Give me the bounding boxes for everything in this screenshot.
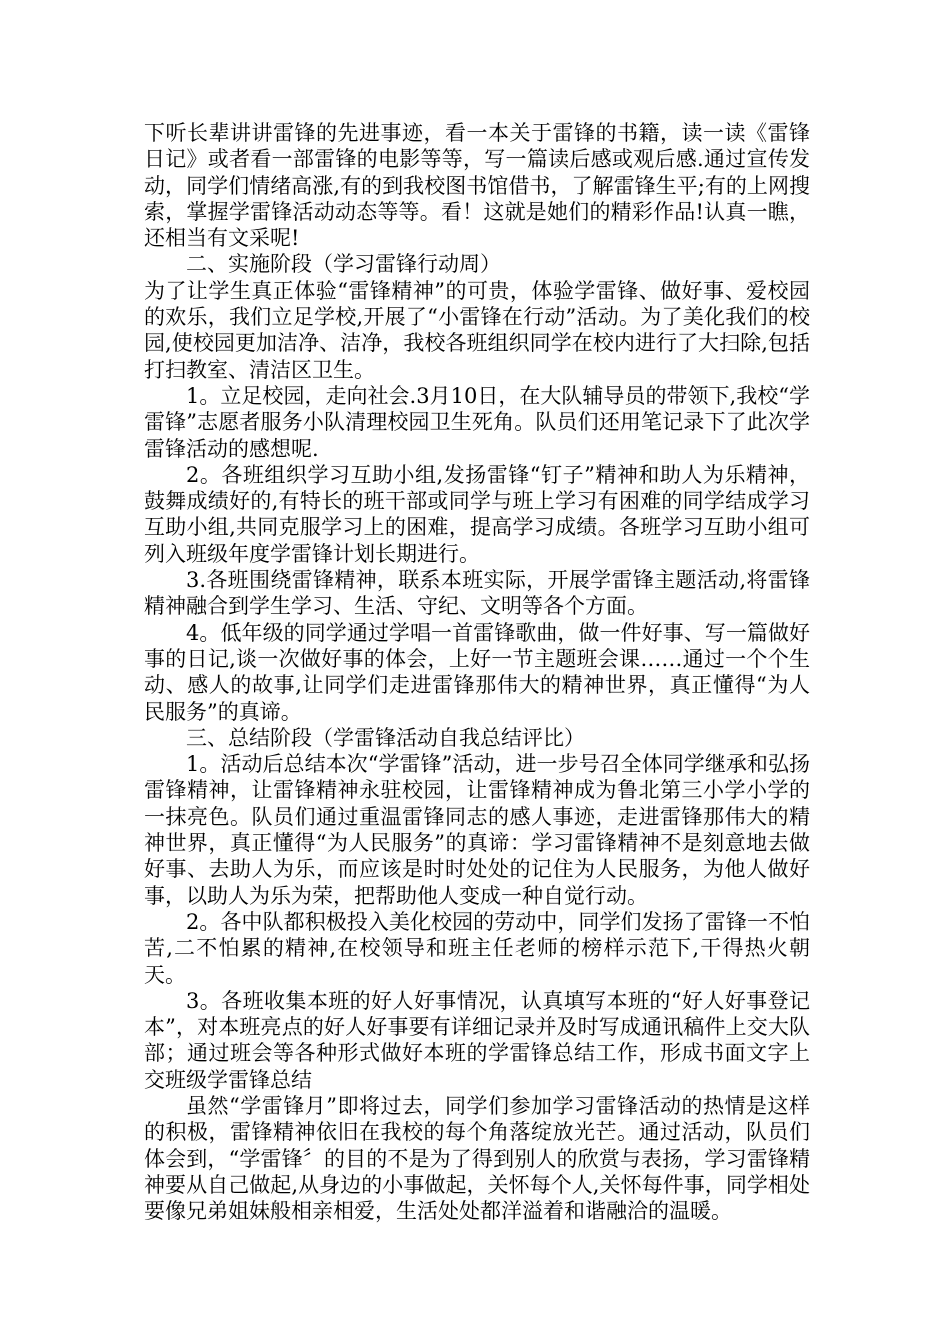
section-heading-implementation: 二、实施阶段（学习雷锋行动周） [186,252,501,277]
paragraph-implementation-item-2: 2。各班组织学习互助小组,发扬雷锋“钉子”精神和助人为乐精神，鼓舞成绩好的,有特长的班干部或同学与班上学习有困难的同学结成学习互助小组,共同克服学习上的困难，提高学习成绩。各班学习互助小组可列入班级年度学雷锋计划长期进行。 [144,462,810,566]
paragraph-implementation-item-1: 1。立足校园，走向社会.3月10日，在大队辅导员的带领下,我校“学雷锋”志愿者服务小队清理校园卫生死角。队员们还用笔记录下了此次学雷锋活动的感想呢. [144,383,810,461]
section-heading-summary: 三、总结阶段（学雷锋活动自我总结评比） [186,725,585,750]
paragraph-implementation-item-3: 3.各班围绕雷锋精神，联系本班实际，开展学雷锋主题活动,将雷锋精神融合到学生学习、生活、守纪、文明等各个方面。 [144,568,810,619]
paragraph-intro-continued: 下听长辈讲讲雷锋的先进事迹，看一本关于雷锋的书籍，读一读《雷锋日记》或者看一部雷锋的电影等等，写一篇读后感或观后感.通过宣传发动，同学们情绪高涨,有的到我校图书馆借书，了解雷锋生平;有的上网搜索，掌握学雷锋活动动态等等。看！这就是她们的精彩作品!认真一瞧，还相当有文采呢! [144,121,810,251]
paragraph-summary-item-3: 3。各班收集本班的好人好事情况，认真填写本班的“好人好事登记本”，对本班亮点的好人好事要有详细记录并及时写成通讯稿件上交大队部；通过班会等各种形式做好本班的学雷锋总结工作，形成书面文字上交班级学雷锋总结 [144,988,810,1092]
paragraph-summary-item-1: 1。活动后总结本次“学雷锋”活动，进一步号召全体同学继承和弘扬雷锋精神，让雷锋精神永驻校园，让雷锋精神成为鲁北第三小学小学的一抹亮色。队员们通过重温雷锋同志的感人事迹，走进雷锋那伟大的精神世界，真正懂得“为人民服务”的真谛：学习雷锋精神不是刻意地去做好事、去助人为乐，而应该是时时处处的记住为人民服务，为他人做好事，以助人为乐为荣，把帮助他人变成一种自觉行动。 [144,752,810,908]
paragraph-implementation-intro: 为了让学生真正体验“雷锋精神”的可贵，体验学雷锋、做好事、爱校园的欢乐，我们立足学校,开展了“小雷锋在行动”活动。为了美化我们的校园,使校园更加洁净、洁净，我校各班组织同学在校内进行了大扫除,包括打扫教室、清洁区卫生。 [144,278,810,382]
paragraph-implementation-item-4: 4。低年级的同学通过学唱一首雷锋歌曲，做一件好事、写一篇做好事的日记,谈一次做好事的体会，上好一节主题班会课……通过一个个生动、感人的故事,让同学们走进雷锋那伟大的精神世界，真正懂得“为人民服务”的真谛。 [144,620,810,724]
paragraph-summary-item-2: 2。各中队都积极投入美化校园的劳动中，同学们发扬了雷锋一不怕苦,二不怕累的精神,在校领导和班主任老师的榜样示范下,干得热火朝天。 [144,909,810,987]
document-page [144,120,810,1224]
paragraph-conclusion: 虽然“学雷锋月”即将过去，同学们参加学习雷锋活动的热情是这样的积极，雷锋精神依旧在我校的每个角落绽放光芒。通过活动，队员们体会到，“学雷锋〞的目的不是为了得到别人的欣赏与表扬，学习雷锋精神要从自己做起,从身边的小事做起，关怀每个人,关怀每件事，同学相处要像兄弟姐妹般相亲相爱，生活处处都洋溢着和谐融洽的温暖。 [144,1093,810,1224]
